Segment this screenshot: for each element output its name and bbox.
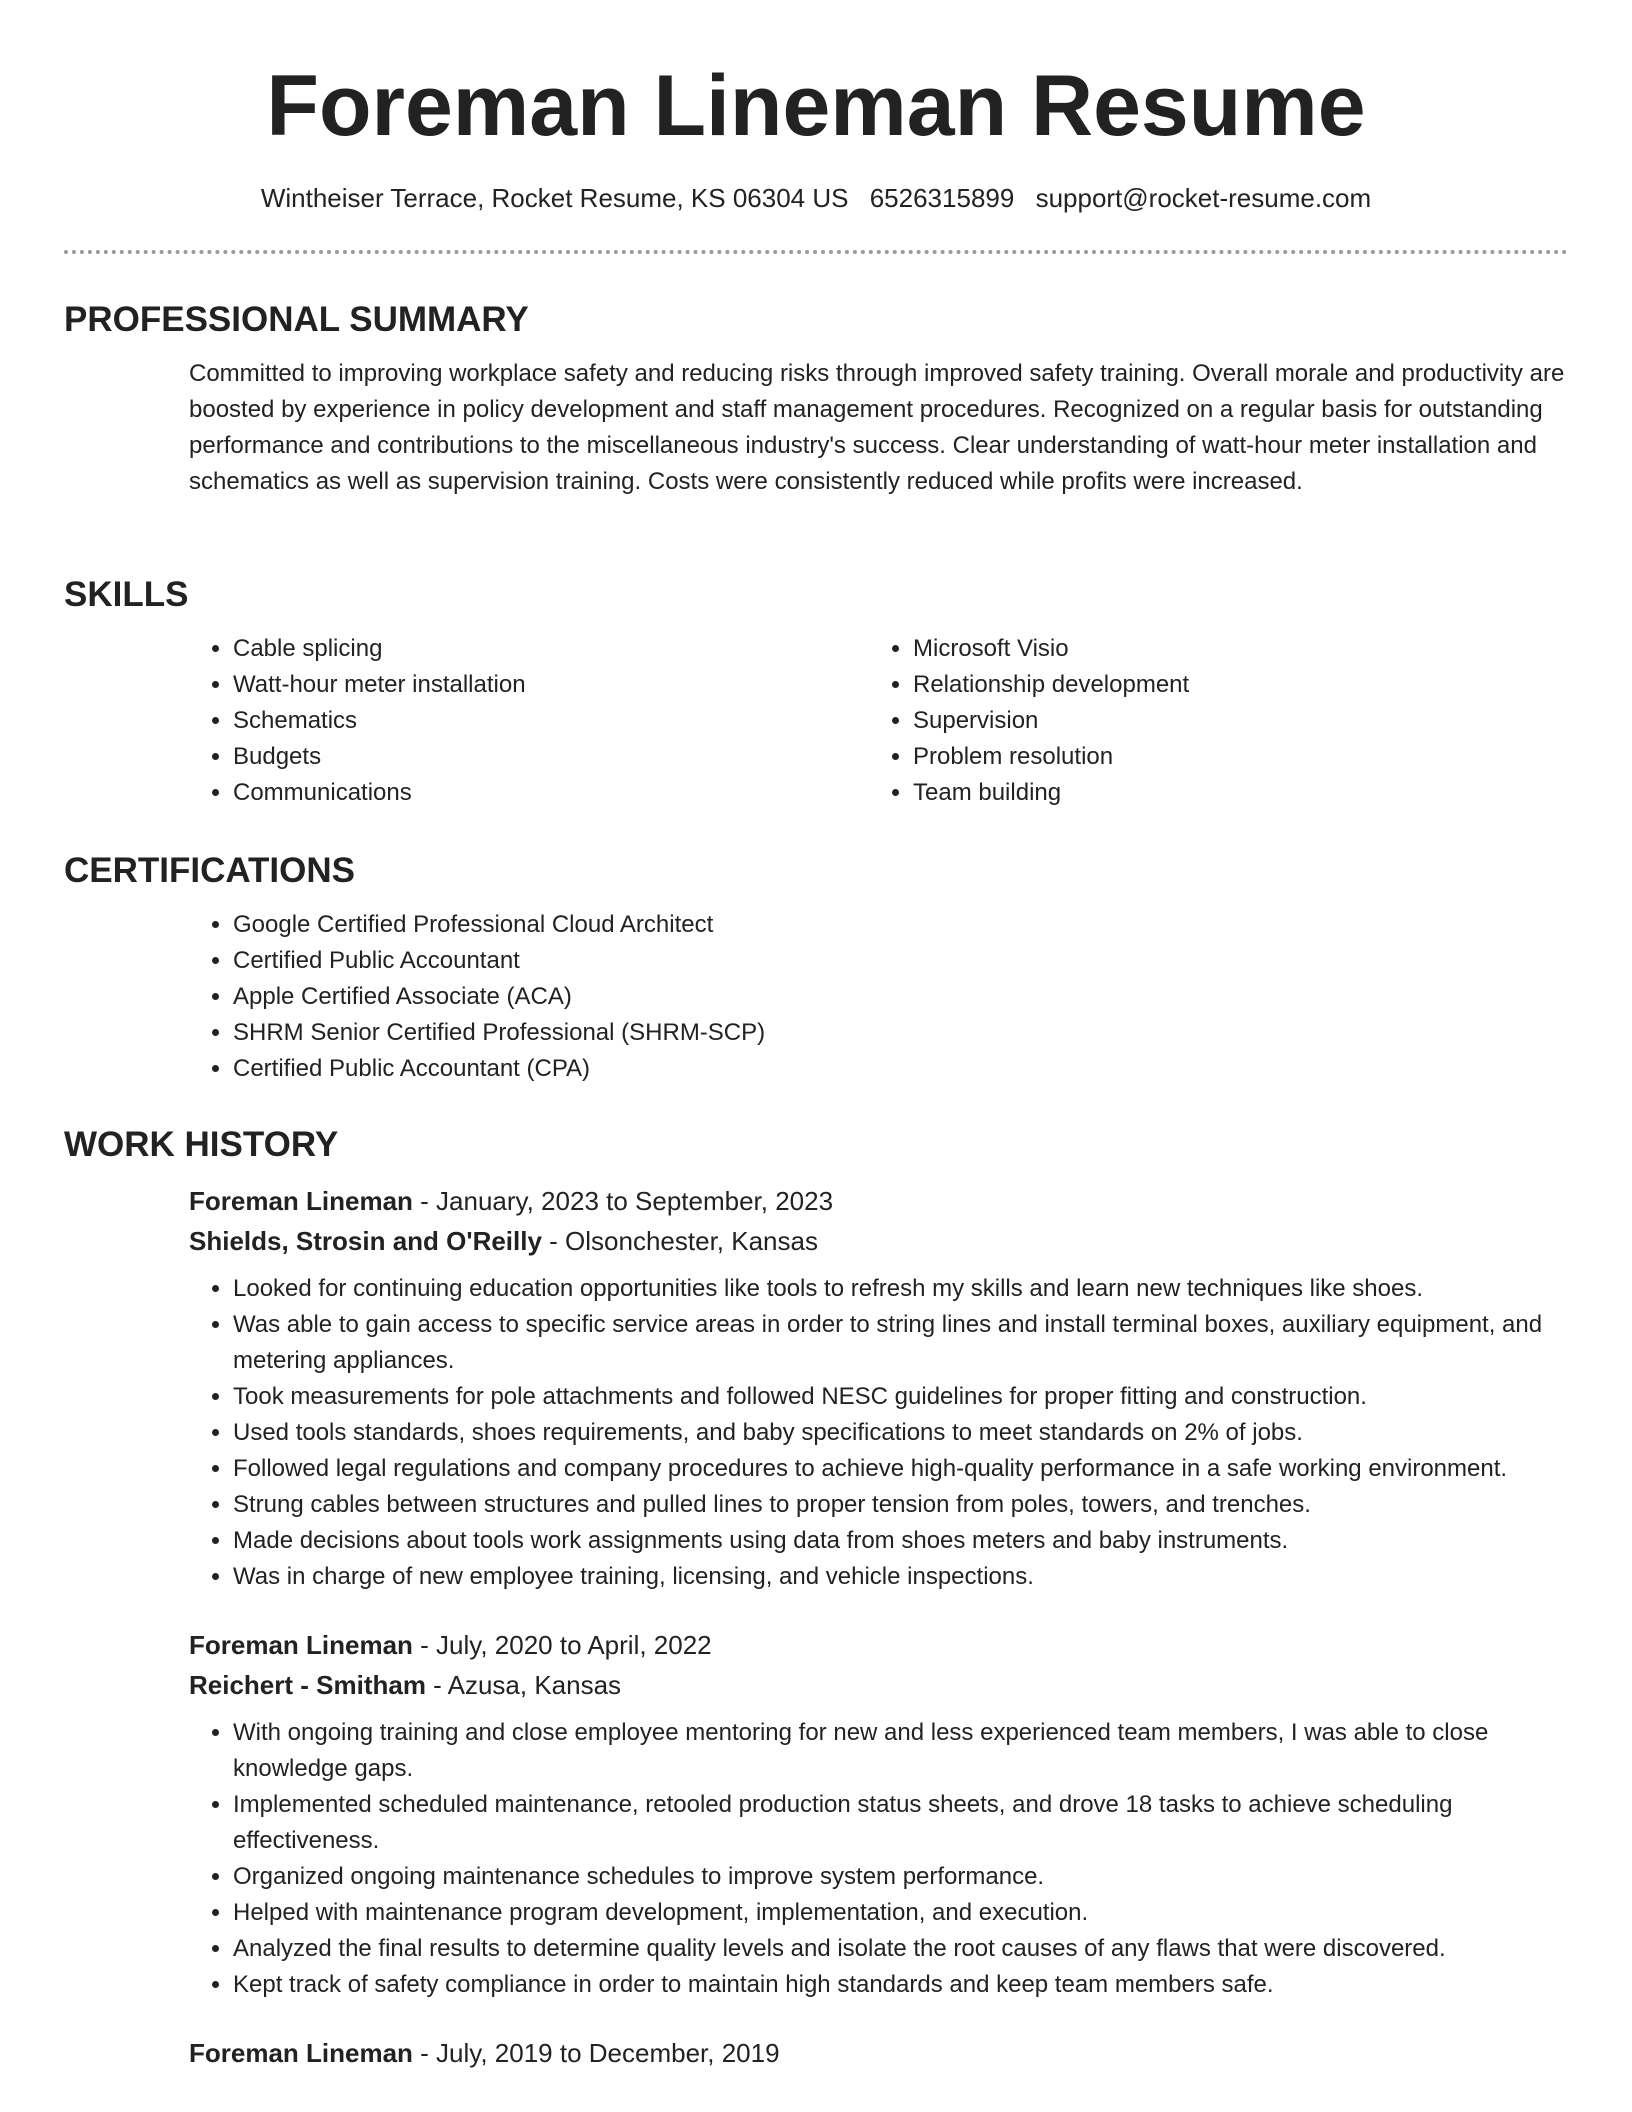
work-history-section [64,1123,1568,2073]
job-duty: • Helped with maintenance program development, implementation, and execution. [233,1895,1568,1931]
job-duty: • Made decisions about tools work assignments using data from shoes meters and baby instruments. [233,1523,1568,1559]
job-location: - Azusa, Kansas [425,1670,622,1700]
skill-item: • Supervision [913,703,1549,739]
skills-list-left [189,631,869,811]
contact-address: Wintheiser Terrace, Rocket Resume, KS 06304 US [260,183,849,213]
job-duty: • Used tools standards, shoes requirements, and baby specifications to meet standards on 2% of jobs. [233,1415,1568,1451]
skill-item: • Team building [913,775,1549,811]
contact-phone: 6526315899 [869,183,1015,213]
skills-heading: SKILLS [64,575,189,614]
skill-item: • Problem resolution [913,739,1549,775]
work-history-heading: WORK HISTORY [64,1125,339,1164]
job-duty: • Implemented scheduled maintenance, retooled production status sheets, and drove 18 tasks to achieve scheduling effectiveness. [233,1787,1568,1859]
job-duties [189,1271,1568,1595]
skill-item: • Budgets [233,739,869,775]
skills-columns [189,631,1568,811]
certification-item: • Certified Public Accountant [233,943,1568,979]
job-duties [189,1715,1568,2003]
skill-item: • Relationship development [913,667,1549,703]
header-divider [64,250,1568,254]
job-title: Foreman Lineman [189,1630,413,1660]
certifications-heading: CERTIFICATIONS [64,851,356,890]
skills-list-right [869,631,1549,811]
job-duty: • With ongoing training and close employee mentoring for new and less experienced team members, I was able to close knowledge gaps. [233,1715,1568,1787]
contact-email: support@rocket-resume.com [1035,183,1372,213]
job-title: Foreman Lineman [189,1186,413,1216]
job-duty: • Analyzed the final results to determine quality levels and isolate the root causes of any flaws that were discovered. [233,1931,1568,1967]
job-entry [189,1625,1568,2003]
job-duty: • Was able to gain access to specific service areas in order to string lines and install terminal boxes, auxiliary equipment, and metering appliances. [233,1307,1568,1379]
job-title: Foreman Lineman [189,2038,413,2068]
job-duty: • Kept track of safety compliance in order to maintain high standards and keep team members safe. [233,1967,1568,2003]
contact-line [64,180,1568,216]
certification-item: • Apple Certified Associate (ACA) [233,979,1568,1015]
job-duty: • Strung cables between structures and pulled lines to proper tension from poles, towers, and trenches. [233,1487,1568,1523]
skill-item: • Cable splicing [233,631,869,667]
job-title-line [189,1181,1568,1221]
summary-section [64,298,1568,500]
job-dates: - January, 2023 to September, 2023 [412,1186,834,1216]
certification-item: • Google Certified Professional Cloud Architect [233,907,1568,943]
certification-item: • SHRM Senior Certified Professional (SHRM-SCP) [233,1015,1568,1051]
job-duty: • Took measurements for pole attachments and followed NESC guidelines for proper fitting and construction. [233,1379,1568,1415]
skill-item: • Schematics [233,703,869,739]
certification-item: • Certified Public Accountant (CPA) [233,1051,1568,1087]
skill-item: • Microsoft Visio [913,631,1549,667]
job-company-line [189,1221,1568,1261]
job-dates: - July, 2020 to April, 2022 [412,1630,712,1660]
job-dates: - July, 2019 to December, 2019 [412,2038,780,2068]
certifications-list [189,907,1568,1087]
job-title-line [189,2033,1568,2073]
skills-section [64,573,1568,811]
job-entry [189,2033,1568,2073]
job-company: Reichert - Smitham [189,1670,426,1700]
job-location: - Olsonchester, Kansas [541,1226,818,1256]
job-entry [189,1181,1568,1595]
job-duty: • Looked for continuing education opportunities like tools to refresh my skills and learn new techniques like shoes. [233,1271,1568,1307]
skill-item: • Communications [233,775,869,811]
job-duty: • Organized ongoing maintenance schedules to improve system performance. [233,1859,1568,1895]
job-company-line [189,1665,1568,1705]
skill-item: • Watt-hour meter installation [233,667,869,703]
job-duty: • Was in charge of new employee training, licensing, and vehicle inspections. [233,1559,1568,1595]
job-company: Shields, Strosin and O'Reilly [189,1226,542,1256]
certifications-section [64,849,1568,1087]
summary-text: Committed to improving workplace safety and reducing risks through improved safety training. Overall morale and productivity are boosted by experience in policy development and staff management procedures. Recognized on a regular basis for outstanding performance and contributions to the miscellaneous industry's success. Clear understanding of watt-hour meter installation and schematics as well as supervision training. Costs were consistently reduced while profits were increased. [189,360,1565,495]
job-duty: • Followed legal regulations and company procedures to achieve high-quality performance in a safe working environment. [233,1451,1568,1487]
summary-heading: PROFESSIONAL SUMMARY [64,300,529,339]
resume-title: Foreman Lineman Resume [266,58,1366,154]
job-title-line [189,1625,1568,1665]
